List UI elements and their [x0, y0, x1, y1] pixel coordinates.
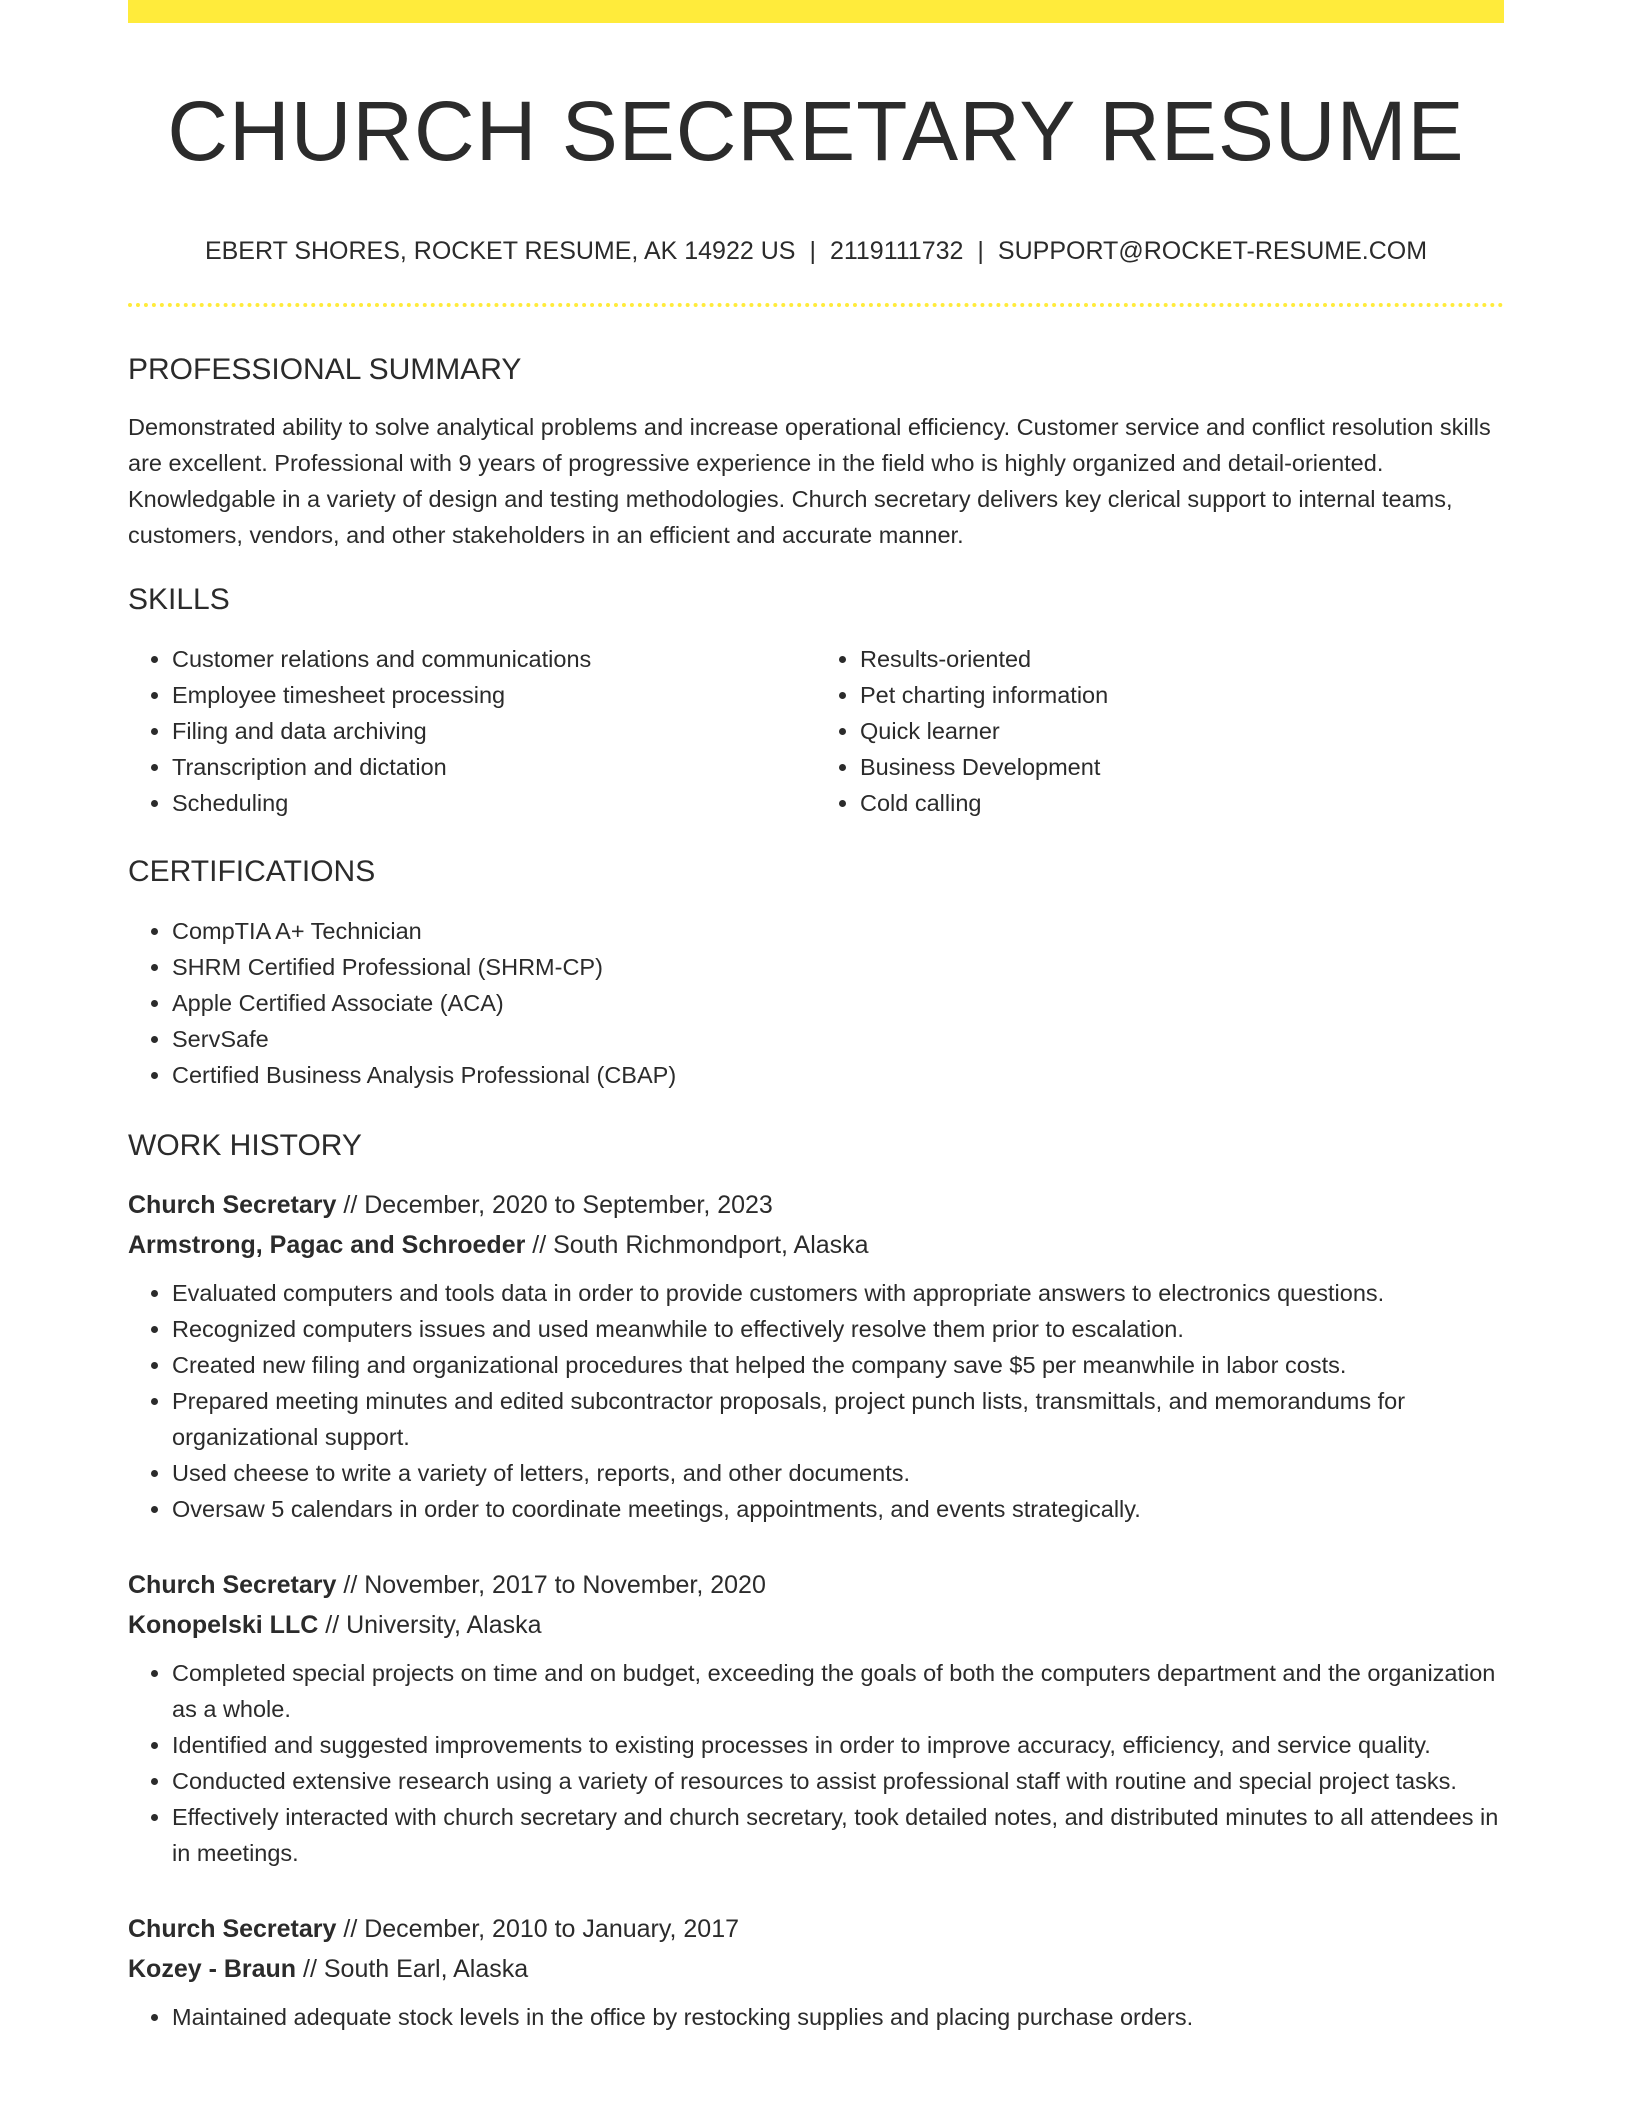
contact-separator: |	[977, 237, 984, 265]
job-entry	[128, 1565, 1504, 1871]
job-bullets	[128, 1275, 1504, 1527]
job-bullets	[128, 1655, 1504, 1871]
summary-text: Demonstrated ability to solve analytical problems and increase operational efficiency. Customer service and conflict resolution skills are excellent. Professional with 9 years of progressive experience in the field who is highly organized and detail-oriented. Knowledgable in a variety of design and testing methodologies. Church secretary delivers key clerical support to internal teams, customers, vendors, and other stakeholders in an efficient and accurate manner.	[128, 414, 1491, 548]
resume-title: CHURCH SECRETARY RESUME	[167, 84, 1465, 178]
dotted-divider	[128, 303, 1504, 307]
contact-email: SUPPORT@ROCKET-RESUME.COM	[997, 237, 1428, 265]
skill-item: • Filing and data archiving	[172, 713, 816, 749]
job-bullet: • Prepared meeting minutes and edited subcontractor proposals, project punch lists, transmittals, and memorandums for organizational support.	[172, 1383, 1504, 1455]
contact-address: EBERT SHORES, ROCKET RESUME, AK 14922 US	[204, 237, 796, 265]
skill-item: • Customer relations and communications	[172, 641, 816, 677]
skills-list-right	[816, 641, 1504, 821]
job-bullet: • Conducted extensive research using a variety of resources to assist professional staff with routine and special project tasks.	[172, 1763, 1504, 1799]
job-role: Church Secretary	[128, 1915, 337, 1943]
certification-item: • SHRM Certified Professional (SHRM-CP)	[172, 949, 1504, 985]
job-bullet: • Oversaw 5 calendars in order to coordinate meetings, appointments, and events strategically.	[172, 1491, 1504, 1527]
job-role: Church Secretary	[128, 1191, 337, 1219]
job-bullet: • Effectively interacted with church secretary and church secretary, took detailed notes, and distributed minutes to all attendees in in meetings.	[172, 1799, 1504, 1871]
skill-item: • Cold calling	[860, 785, 1504, 821]
job-location: // University, Alaska	[318, 1611, 542, 1639]
summary-heading: PROFESSIONAL SUMMARY	[128, 353, 522, 386]
skills-heading: SKILLS	[128, 583, 230, 616]
job-company-line	[128, 1949, 1504, 1989]
skill-item: • Results-oriented	[860, 641, 1504, 677]
certification-item: • Apple Certified Associate (ACA)	[172, 985, 1504, 1021]
job-company: Konopelski LLC	[128, 1611, 319, 1639]
job-location: // South Richmondport, Alaska	[525, 1231, 869, 1259]
job-bullet: • Identified and suggested improvements to existing processes in order to improve accuracy, efficiency, and service quality.	[172, 1727, 1504, 1763]
skills-list-left	[128, 641, 816, 821]
job-company-line	[128, 1225, 1504, 1265]
job-bullet: • Used cheese to write a variety of letters, reports, and other documents.	[172, 1455, 1504, 1491]
job-dates: // November, 2017 to November, 2020	[336, 1571, 766, 1599]
job-company-line	[128, 1605, 1504, 1645]
job-location: // South Earl, Alaska	[296, 1955, 529, 1983]
skill-item: • Employee timesheet processing	[172, 677, 816, 713]
skill-item: • Pet charting information	[860, 677, 1504, 713]
contact-separator: |	[809, 237, 816, 265]
job-bullet: • Evaluated computers and tools data in order to provide customers with appropriate answers to electronics questions.	[172, 1275, 1504, 1311]
job-dates: // December, 2020 to September, 2023	[336, 1191, 773, 1219]
job-role-line	[128, 1185, 1504, 1225]
resume-content	[128, 23, 1504, 2035]
job-dates: // December, 2010 to January, 2017	[336, 1915, 740, 1943]
job-entry	[128, 1909, 1504, 2035]
certification-item: • CompTIA A+ Technician	[172, 913, 1504, 949]
certification-item: • ServSafe	[172, 1021, 1504, 1057]
certifications-list	[128, 913, 1504, 1093]
contact-line	[128, 235, 1504, 267]
job-role-line	[128, 1565, 1504, 1605]
skill-item: • Quick learner	[860, 713, 1504, 749]
job-bullets	[128, 1999, 1504, 2035]
job-role: Church Secretary	[128, 1571, 337, 1599]
skills-columns	[128, 641, 1504, 821]
skill-item: • Scheduling	[172, 785, 816, 821]
job-bullet: • Completed special projects on time and on budget, exceeding the goals of both the computers department and the organization as a whole.	[172, 1655, 1504, 1727]
certifications-heading: CERTIFICATIONS	[128, 855, 376, 888]
job-bullet: • Recognized computers issues and used meanwhile to effectively resolve them prior to escalation.	[172, 1311, 1504, 1347]
job-company: Kozey - Braun	[128, 1955, 297, 1983]
job-company: Armstrong, Pagac and Schroeder	[128, 1231, 526, 1259]
skill-item: • Transcription and dictation	[172, 749, 816, 785]
job-entry	[128, 1185, 1504, 1527]
certification-item: • Certified Business Analysis Professional (CBAP)	[172, 1057, 1504, 1093]
skill-item: • Business Development	[860, 749, 1504, 785]
accent-bar	[128, 0, 1504, 23]
job-bullet: • Maintained adequate stock levels in the office by restocking supplies and placing purchase orders.	[172, 1999, 1504, 2035]
job-role-line	[128, 1909, 1504, 1949]
contact-phone: 2119111732	[829, 237, 964, 265]
job-bullet: • Created new filing and organizational procedures that helped the company save $5 per meanwhile in labor costs.	[172, 1347, 1504, 1383]
work-history-heading: WORK HISTORY	[128, 1129, 362, 1162]
